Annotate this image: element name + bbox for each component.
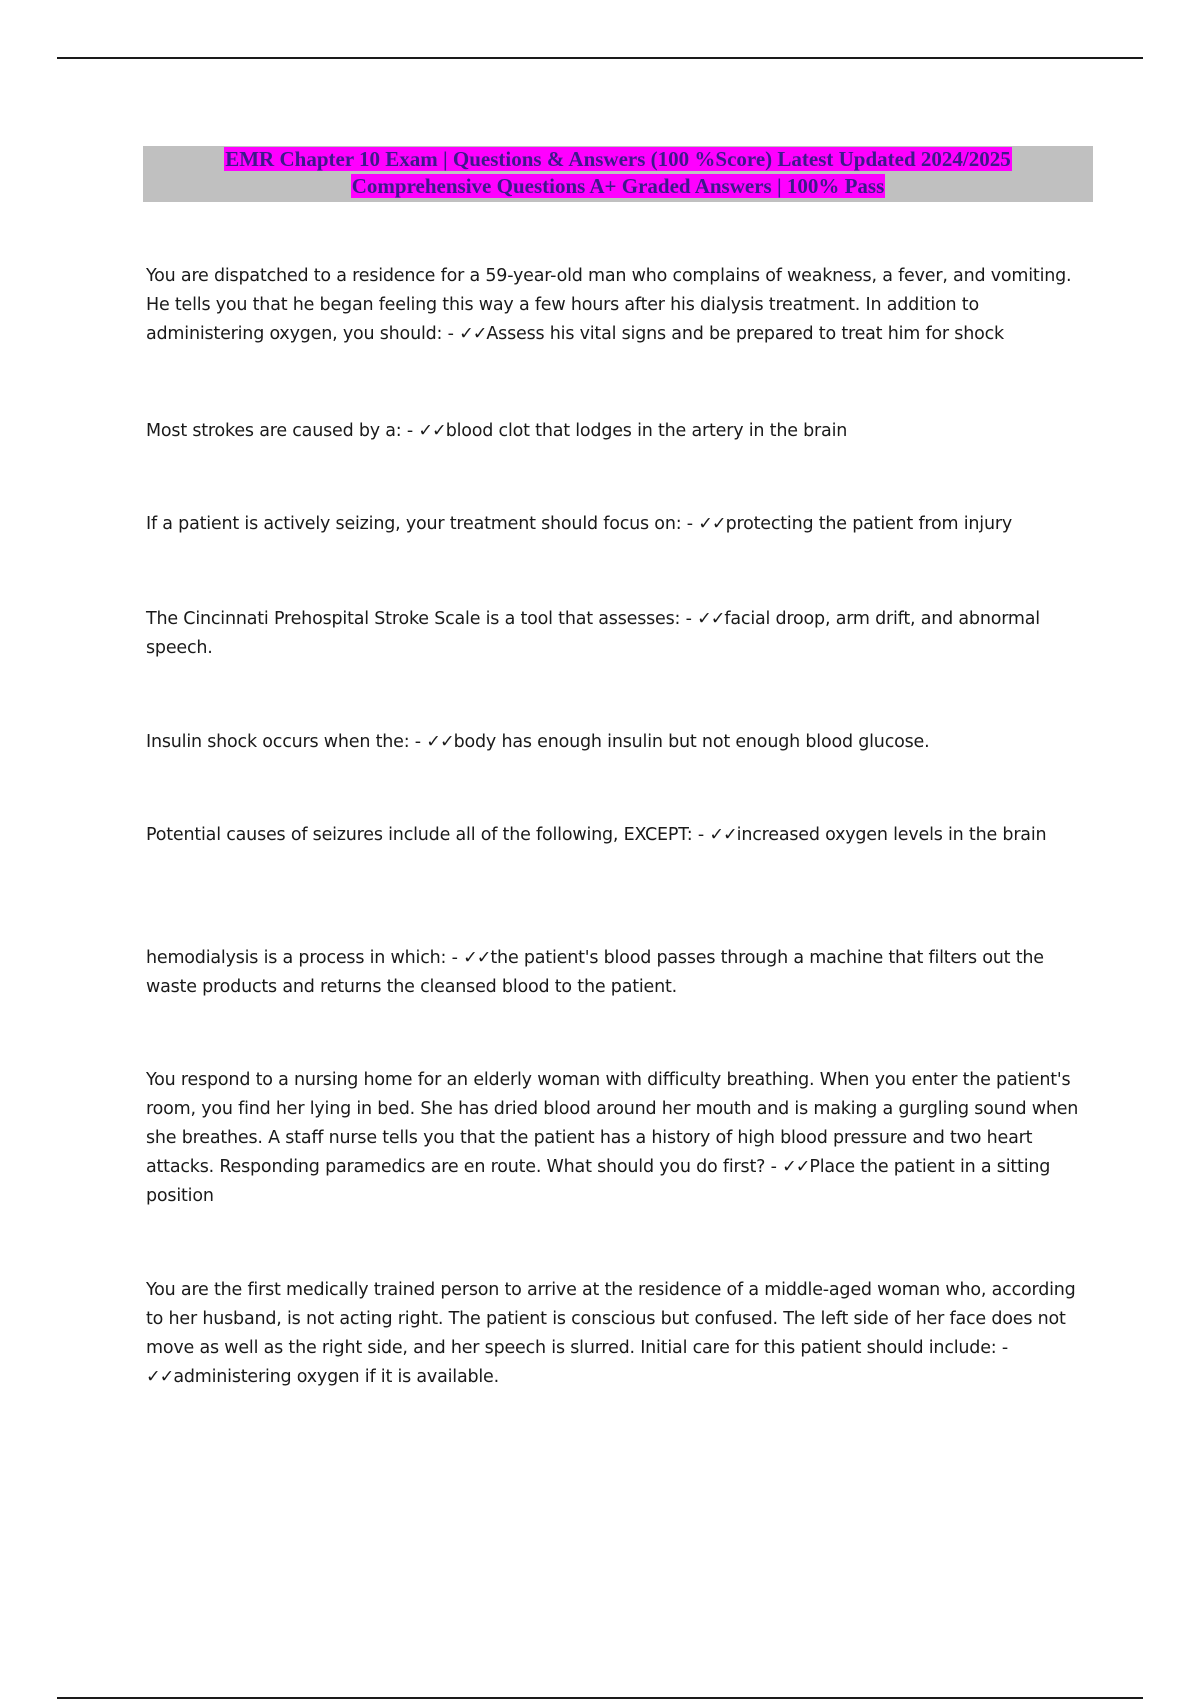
question-text: Potential causes of seizures include all of the following, EXCEPT:	[146, 825, 693, 845]
qa-item	[146, 605, 1092, 663]
qa-item	[146, 1276, 1092, 1392]
question-text: Most strokes are caused by a:	[146, 421, 402, 441]
question-text: The Cincinnati Prehospital Stroke Scale is a tool that assesses:	[146, 609, 681, 629]
answer-text: blood clot that lodges in the artery in the brain	[445, 421, 848, 441]
qa-item	[146, 1066, 1092, 1211]
check-icon: ✓✓	[698, 514, 726, 534]
check-icon: ✓✓	[418, 421, 446, 441]
check-icon: ✓✓	[782, 1157, 810, 1177]
separator: -	[680, 609, 698, 629]
answer-text: Place the patient in a sitting position	[146, 1157, 1051, 1206]
answer-text: facial droop, arm drift, and abnormal speech.	[146, 609, 1040, 658]
question-text: You are the first medically trained person to arrive at the residence of a middle-aged woman who, according to her husband, is not acting right. The patient is conscious but confused. The left side of her face does not move as well as the right side, and her speech is slurred. Initial care for this patient should include:	[146, 1280, 1076, 1358]
answer-text: the patient's blood passes through a machine that filters out the waste products and returns the cleansed blood to the patient.	[146, 948, 1044, 997]
question-text: Insulin shock occurs when the:	[146, 732, 410, 752]
check-icon: ✓✓	[697, 609, 725, 629]
question-text: You are dispatched to a residence for a 59-year-old man who complains of weakness, a fever, and vomiting. He tells you that he began feeling this way a few hours after his dialysis treatment. In addition to administering oxygen, you should:	[146, 266, 1072, 344]
answer-text: administering oxygen if it is available.	[173, 1367, 499, 1387]
separator: -	[692, 825, 710, 845]
answer-text: increased oxygen levels in the brain	[736, 825, 1047, 845]
answer-text: protecting the patient from injury	[725, 514, 1013, 534]
header-rule	[57, 57, 1143, 59]
title-line-1: EMR Chapter 10 Exam | Questions & Answers (100 %Score) Latest Updated 2024/2025	[225, 147, 1011, 171]
question-text: hemodialysis is a process in which:	[146, 948, 447, 968]
separator: -	[401, 421, 419, 441]
question-text: If a patient is actively seizing, your treatment should focus on:	[146, 514, 682, 534]
check-icon: ✓✓	[146, 1367, 174, 1387]
separator: -	[681, 514, 699, 534]
check-icon: ✓✓	[459, 324, 487, 344]
separator: -	[765, 1157, 783, 1177]
separator: -	[996, 1338, 1008, 1358]
answer-text: Assess his vital signs and be prepared to treat him for shock	[486, 324, 1004, 344]
answer-text: body has enough insulin but not enough blood glucose.	[453, 732, 930, 752]
qa-item	[146, 417, 1092, 446]
check-icon: ✓✓	[426, 732, 454, 752]
separator: -	[446, 948, 464, 968]
qa-item	[146, 728, 1092, 757]
document-title-banner	[143, 146, 1093, 202]
title-line-2: Comprehensive Questions A+ Graded Answers | 100% Pass	[351, 174, 885, 198]
check-icon: ✓✓	[463, 948, 491, 968]
qa-item	[146, 944, 1092, 1002]
separator: -	[442, 324, 460, 344]
qa-item	[146, 510, 1092, 539]
qa-item	[146, 262, 1092, 349]
question-text: You respond to a nursing home for an elderly woman with difficulty breathing. When you enter the patient's room, you find her lying in bed. She has dried blood around her mouth and is making a gurgling sound when she breathes. A staff nurse tells you that the patient has a history of high blood pressure and two heart attacks. Responding paramedics are en route. What should you do first?	[146, 1070, 1079, 1177]
check-icon: ✓✓	[709, 825, 737, 845]
qa-item	[146, 821, 1092, 850]
separator: -	[409, 732, 427, 752]
footer-rule	[57, 1697, 1143, 1699]
